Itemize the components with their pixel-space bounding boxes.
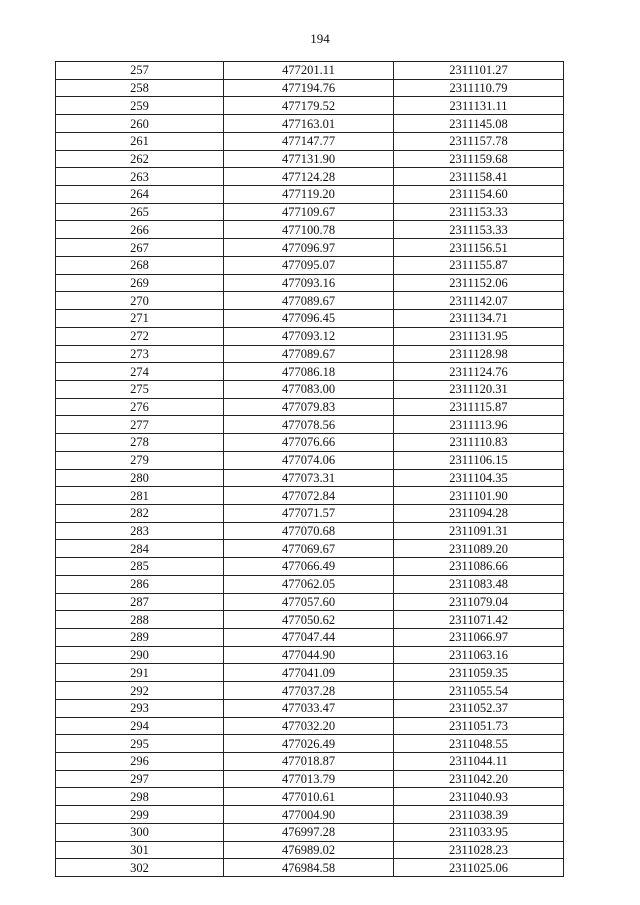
y-coordinate-cell: 2311145.08 [394, 115, 564, 133]
table-row [56, 345, 564, 363]
y-coordinate-cell: 2311152.06 [394, 274, 564, 292]
table-row [56, 150, 564, 168]
table-row [56, 274, 564, 292]
point-number-cell: 301 [56, 841, 224, 859]
x-coordinate-cell: 477089.67 [224, 292, 394, 310]
x-coordinate-cell: 477096.97 [224, 239, 394, 257]
x-coordinate-cell: 477050.62 [224, 611, 394, 629]
y-coordinate-cell: 2311071.42 [394, 611, 564, 629]
y-coordinate-cell: 2311055.54 [394, 682, 564, 700]
x-coordinate-cell: 477032.20 [224, 717, 394, 735]
point-number-cell: 285 [56, 558, 224, 576]
x-coordinate-cell: 477066.49 [224, 558, 394, 576]
table-row [56, 717, 564, 735]
table-row [56, 770, 564, 788]
table-row [56, 504, 564, 522]
point-number-cell: 297 [56, 770, 224, 788]
table-row [56, 256, 564, 274]
point-number-cell: 268 [56, 256, 224, 274]
point-number-cell: 302 [56, 859, 224, 877]
table-row [56, 398, 564, 416]
point-number-cell: 257 [56, 62, 224, 80]
table-row [56, 292, 564, 310]
y-coordinate-cell: 2311091.31 [394, 522, 564, 540]
point-number-cell: 259 [56, 97, 224, 115]
y-coordinate-cell: 2311101.27 [394, 62, 564, 80]
table-row [56, 699, 564, 717]
y-coordinate-cell: 2311086.66 [394, 558, 564, 576]
point-number-cell: 277 [56, 416, 224, 434]
y-coordinate-cell: 2311113.96 [394, 416, 564, 434]
x-coordinate-cell: 476997.28 [224, 823, 394, 841]
y-coordinate-cell: 2311128.98 [394, 345, 564, 363]
point-number-cell: 296 [56, 753, 224, 771]
x-coordinate-cell: 477086.18 [224, 363, 394, 381]
table-row [56, 168, 564, 186]
table-row [56, 735, 564, 753]
x-coordinate-cell: 477004.90 [224, 806, 394, 824]
x-coordinate-cell: 477041.09 [224, 664, 394, 682]
x-coordinate-cell: 477076.66 [224, 434, 394, 452]
point-number-cell: 288 [56, 611, 224, 629]
x-coordinate-cell: 477109.67 [224, 203, 394, 221]
x-coordinate-cell: 477073.31 [224, 469, 394, 487]
point-number-cell: 299 [56, 806, 224, 824]
x-coordinate-cell: 477100.78 [224, 221, 394, 239]
y-coordinate-cell: 2311120.31 [394, 380, 564, 398]
x-coordinate-cell: 477093.16 [224, 274, 394, 292]
table-row [56, 522, 564, 540]
point-number-cell: 295 [56, 735, 224, 753]
y-coordinate-cell: 2311028.23 [394, 841, 564, 859]
y-coordinate-cell: 2311079.04 [394, 593, 564, 611]
y-coordinate-cell: 2311131.95 [394, 327, 564, 345]
x-coordinate-cell: 477083.00 [224, 380, 394, 398]
y-coordinate-cell: 2311033.95 [394, 823, 564, 841]
y-coordinate-cell: 2311104.35 [394, 469, 564, 487]
point-number-cell: 273 [56, 345, 224, 363]
y-coordinate-cell: 2311106.15 [394, 451, 564, 469]
y-coordinate-cell: 2311158.41 [394, 168, 564, 186]
table-row [56, 575, 564, 593]
x-coordinate-cell: 476989.02 [224, 841, 394, 859]
point-number-cell: 291 [56, 664, 224, 682]
table-row [56, 593, 564, 611]
table-row [56, 611, 564, 629]
x-coordinate-cell: 477062.05 [224, 575, 394, 593]
point-number-cell: 278 [56, 434, 224, 452]
x-coordinate-cell: 477093.12 [224, 327, 394, 345]
table-row [56, 380, 564, 398]
y-coordinate-cell: 2311115.87 [394, 398, 564, 416]
x-coordinate-cell: 477124.28 [224, 168, 394, 186]
point-number-cell: 263 [56, 168, 224, 186]
x-coordinate-cell: 477147.77 [224, 132, 394, 150]
y-coordinate-cell: 2311025.06 [394, 859, 564, 877]
table-row [56, 79, 564, 97]
y-coordinate-cell: 2311066.97 [394, 629, 564, 647]
y-coordinate-cell: 2311040.93 [394, 788, 564, 806]
x-coordinate-cell: 477037.28 [224, 682, 394, 700]
table-row [56, 221, 564, 239]
x-coordinate-cell: 477044.90 [224, 646, 394, 664]
y-coordinate-cell: 2311051.73 [394, 717, 564, 735]
table-row [56, 558, 564, 576]
y-coordinate-cell: 2311159.68 [394, 150, 564, 168]
x-coordinate-cell: 477089.67 [224, 345, 394, 363]
x-coordinate-cell: 477018.87 [224, 753, 394, 771]
y-coordinate-cell: 2311124.76 [394, 363, 564, 381]
x-coordinate-cell: 477095.07 [224, 256, 394, 274]
table-row [56, 62, 564, 80]
point-number-cell: 272 [56, 327, 224, 345]
point-number-cell: 279 [56, 451, 224, 469]
table-row [56, 859, 564, 877]
x-coordinate-cell: 477057.60 [224, 593, 394, 611]
y-coordinate-cell: 2311155.87 [394, 256, 564, 274]
point-number-cell: 266 [56, 221, 224, 239]
y-coordinate-cell: 2311042.20 [394, 770, 564, 788]
y-coordinate-cell: 2311154.60 [394, 186, 564, 204]
page-number: 194 [310, 31, 330, 46]
point-number-cell: 284 [56, 540, 224, 558]
table-row [56, 646, 564, 664]
y-coordinate-cell: 2311089.20 [394, 540, 564, 558]
table-row [56, 682, 564, 700]
x-coordinate-cell: 477072.84 [224, 487, 394, 505]
y-coordinate-cell: 2311153.33 [394, 221, 564, 239]
x-coordinate-cell: 477013.79 [224, 770, 394, 788]
table-row [56, 203, 564, 221]
point-number-cell: 271 [56, 310, 224, 328]
y-coordinate-cell: 2311038.39 [394, 806, 564, 824]
table-row [56, 132, 564, 150]
y-coordinate-cell: 2311083.48 [394, 575, 564, 593]
point-number-cell: 289 [56, 629, 224, 647]
x-coordinate-cell: 477201.11 [224, 62, 394, 80]
y-coordinate-cell: 2311142.07 [394, 292, 564, 310]
y-coordinate-cell: 2311048.55 [394, 735, 564, 753]
table-row [56, 487, 564, 505]
table-row [56, 97, 564, 115]
x-coordinate-cell: 477074.06 [224, 451, 394, 469]
point-number-cell: 294 [56, 717, 224, 735]
table-row [56, 629, 564, 647]
y-coordinate-cell: 2311059.35 [394, 664, 564, 682]
table-row [56, 416, 564, 434]
y-coordinate-cell: 2311044.11 [394, 753, 564, 771]
x-coordinate-cell: 477071.57 [224, 504, 394, 522]
table-row [56, 239, 564, 257]
x-coordinate-cell: 477078.56 [224, 416, 394, 434]
table-row [56, 451, 564, 469]
point-number-cell: 293 [56, 699, 224, 717]
x-coordinate-cell: 477026.49 [224, 735, 394, 753]
point-number-cell: 298 [56, 788, 224, 806]
x-coordinate-cell: 477096.45 [224, 310, 394, 328]
x-coordinate-cell: 477070.68 [224, 522, 394, 540]
table-row [56, 434, 564, 452]
point-number-cell: 264 [56, 186, 224, 204]
x-coordinate-cell: 477163.01 [224, 115, 394, 133]
table-row [56, 363, 564, 381]
point-number-cell: 258 [56, 79, 224, 97]
point-number-cell: 267 [56, 239, 224, 257]
y-coordinate-cell: 2311156.51 [394, 239, 564, 257]
x-coordinate-cell: 477179.52 [224, 97, 394, 115]
x-coordinate-cell: 476984.58 [224, 859, 394, 877]
point-number-cell: 270 [56, 292, 224, 310]
y-coordinate-cell: 2311094.28 [394, 504, 564, 522]
table-row [56, 753, 564, 771]
x-coordinate-cell: 477131.90 [224, 150, 394, 168]
table-row [56, 115, 564, 133]
x-coordinate-cell: 477194.76 [224, 79, 394, 97]
x-coordinate-cell: 477079.83 [224, 398, 394, 416]
point-number-cell: 260 [56, 115, 224, 133]
y-coordinate-cell: 2311131.11 [394, 97, 564, 115]
y-coordinate-cell: 2311110.83 [394, 434, 564, 452]
x-coordinate-cell: 477069.67 [224, 540, 394, 558]
point-number-cell: 261 [56, 132, 224, 150]
point-number-cell: 274 [56, 363, 224, 381]
point-number-cell: 282 [56, 504, 224, 522]
y-coordinate-cell: 2311052.37 [394, 699, 564, 717]
table-row [56, 664, 564, 682]
x-coordinate-cell: 477010.61 [224, 788, 394, 806]
table-row [56, 186, 564, 204]
table-row [56, 823, 564, 841]
table-row [56, 469, 564, 487]
table-row [56, 540, 564, 558]
y-coordinate-cell: 2311157.78 [394, 132, 564, 150]
y-coordinate-cell: 2311110.79 [394, 79, 564, 97]
point-number-cell: 300 [56, 823, 224, 841]
x-coordinate-cell: 477119.20 [224, 186, 394, 204]
point-number-cell: 286 [56, 575, 224, 593]
x-coordinate-cell: 477033.47 [224, 699, 394, 717]
table-row [56, 806, 564, 824]
point-number-cell: 276 [56, 398, 224, 416]
table-row [56, 788, 564, 806]
point-number-cell: 280 [56, 469, 224, 487]
table-row [56, 841, 564, 859]
coordinates-table-body [56, 62, 564, 877]
point-number-cell: 287 [56, 593, 224, 611]
y-coordinate-cell: 2311153.33 [394, 203, 564, 221]
y-coordinate-cell: 2311101.90 [394, 487, 564, 505]
point-number-cell: 265 [56, 203, 224, 221]
x-coordinate-cell: 477047.44 [224, 629, 394, 647]
y-coordinate-cell: 2311134.71 [394, 310, 564, 328]
point-number-cell: 281 [56, 487, 224, 505]
point-number-cell: 262 [56, 150, 224, 168]
table-row [56, 310, 564, 328]
point-number-cell: 283 [56, 522, 224, 540]
point-number-cell: 292 [56, 682, 224, 700]
point-number-cell: 290 [56, 646, 224, 664]
point-number-cell: 275 [56, 380, 224, 398]
table-row [56, 327, 564, 345]
y-coordinate-cell: 2311063.16 [394, 646, 564, 664]
coordinates-table [55, 61, 564, 877]
point-number-cell: 269 [56, 274, 224, 292]
